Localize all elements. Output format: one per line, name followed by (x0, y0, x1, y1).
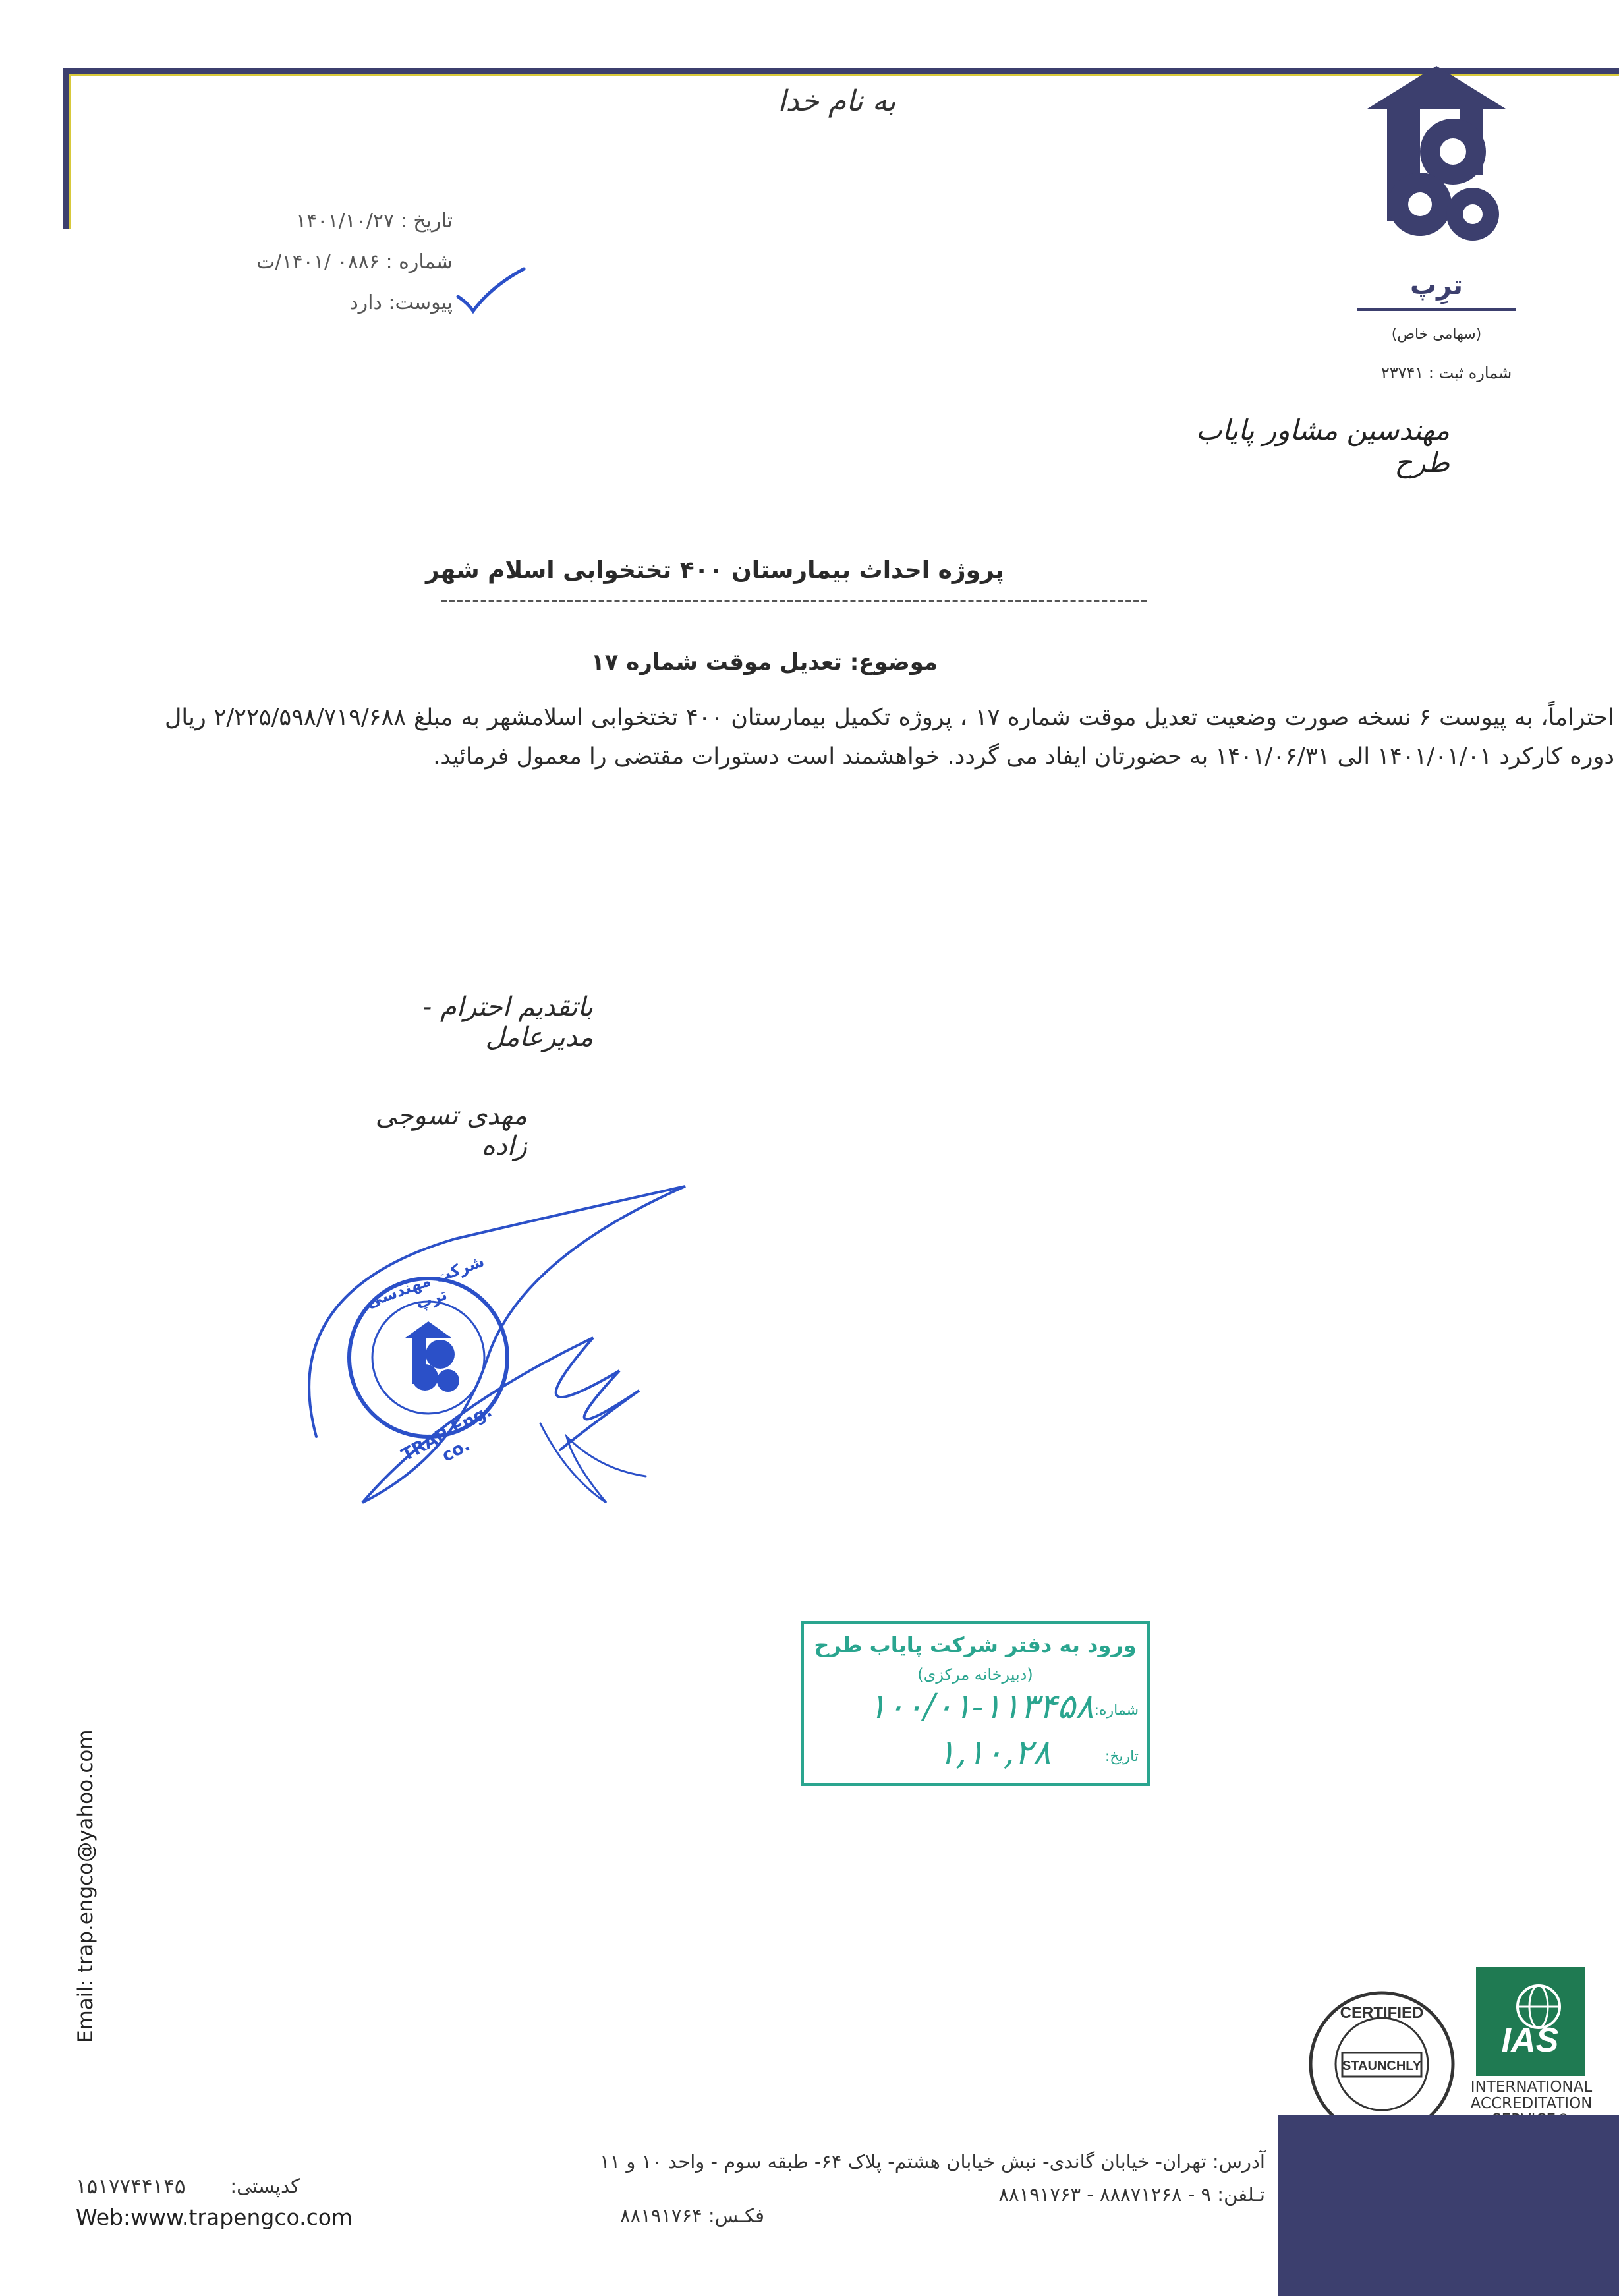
seal-text-top: شرکت مهندسی ترپ (363, 1251, 487, 1313)
company-seal (290, 1160, 778, 1542)
project-title: پروژه احداث بیمارستان ۴۰۰ تختخوابی اسلام شهر (426, 557, 1004, 584)
cert-top-text: CERTIFIED (1340, 2004, 1424, 2022)
bismillah: به نام خدا (778, 84, 896, 118)
seal-logo-icon (405, 1321, 459, 1392)
closing-line: باتقدیم احترام - مدیرعامل (422, 992, 593, 1052)
ias-logo (1476, 1967, 1585, 2076)
date-line: تاریخ : ۱۴۰۱/۱۰/۲۷ (296, 210, 453, 233)
left-border (63, 68, 69, 229)
footer-bar (1278, 2115, 1619, 2296)
attachment-line: پیوست: دارد (349, 291, 453, 314)
left-border-accent (69, 74, 71, 229)
footer-address: آدرس: تهران- خیابان گاندی- نبش خیابان هشتم- پلاک ۶۴- طبقه سوم - واحد ۱۰ و ۱۱ (600, 2150, 1265, 2173)
cert-mid-text: STAUNCHLY (1342, 2059, 1422, 2073)
receipt-stamp (801, 1621, 1150, 1786)
receipt-date: ۱,۱۰,۲۸ (937, 1733, 1051, 1773)
footer-phone: تـلفن: ۹ - ۸۸۸۷۱۲۶۸ - ۸۸۱۹۱۷۶۳ (998, 2183, 1265, 2206)
check-mark-icon (455, 264, 527, 316)
logo-name: ترِپ (1409, 270, 1463, 301)
ias-line1: INTERNATIONAL (1470, 2079, 1593, 2096)
handwritten-signature (309, 1186, 685, 1503)
receipt-title: ورود به دفتر شرکت پایاب طرح (814, 1632, 1137, 1657)
logo-underline (1357, 308, 1516, 311)
seal-text-bottom: TRAP Eng. co. (398, 1401, 496, 1466)
ias-line2: ACCREDITATION (1470, 2095, 1593, 2112)
receipt-number: ۱۰۰/۰۱-۱۱۳۴۵۸ (868, 1687, 1094, 1727)
divider-dashed (441, 600, 1147, 602)
trap-logo-icon (1361, 63, 1512, 247)
footer-fax: فکـس: ۸۸۱۹۱۷۶۴ (620, 2204, 764, 2227)
receipt-number-label: شماره: (1094, 1702, 1139, 1719)
footer-postal-code: ۱۵۱۷۷۴۴۱۴۵ (76, 2175, 186, 2198)
letter-body: احتراماً، به پیوست ۶ نسخه صورت وضعیت تعدیل موقت شماره ۱۷ ، پروژه تکمیل بیمارستان ۴۰۰ تختخوابی اسلامشهر به مبلغ ۲/۲۲۵/۵۹۸/۷۱۹/۶۸۸ ریال دوره کارکرد ۱۴۰۱/۰۱/۰۱ الی ۱۴۰۱/۰۶/۳۱ به حضورتان ایفاد می گردد. خواهشمند است دستورات مقتضی را معمول فرمائید. (165, 704, 1614, 770)
number-line: شماره : ۰۸۸۶ /۱۴۰۱/ت (256, 250, 453, 273)
receipt-subtitle: (دبیرخانه مرکزی) (917, 1665, 1033, 1684)
globe-icon (1476, 1967, 1585, 2076)
company-logo (1361, 63, 1512, 326)
ias-logo-text: IAS (1501, 2021, 1559, 2059)
email-vertical: Email: trap.engco@yahoo.com (74, 1729, 98, 2043)
receipt-date-label: تاریخ: (1104, 1748, 1139, 1765)
signatory-name: مهدی تسوجی زاده (375, 1101, 527, 1161)
subject-line: موضوع: تعدیل موقت شماره ۱۷ (590, 649, 938, 675)
footer-website: Web:www.trapengco.com (76, 2204, 353, 2230)
recipient-company: مهندسین مشاور پایاب طرح (1196, 414, 1450, 478)
logo-registration: شماره ثبت : ۲۳۷۴۱ (1380, 364, 1512, 382)
footer-postal-label: کدپستی: (230, 2175, 300, 2197)
logo-company-type: (سهامی خاص) (1391, 326, 1482, 343)
